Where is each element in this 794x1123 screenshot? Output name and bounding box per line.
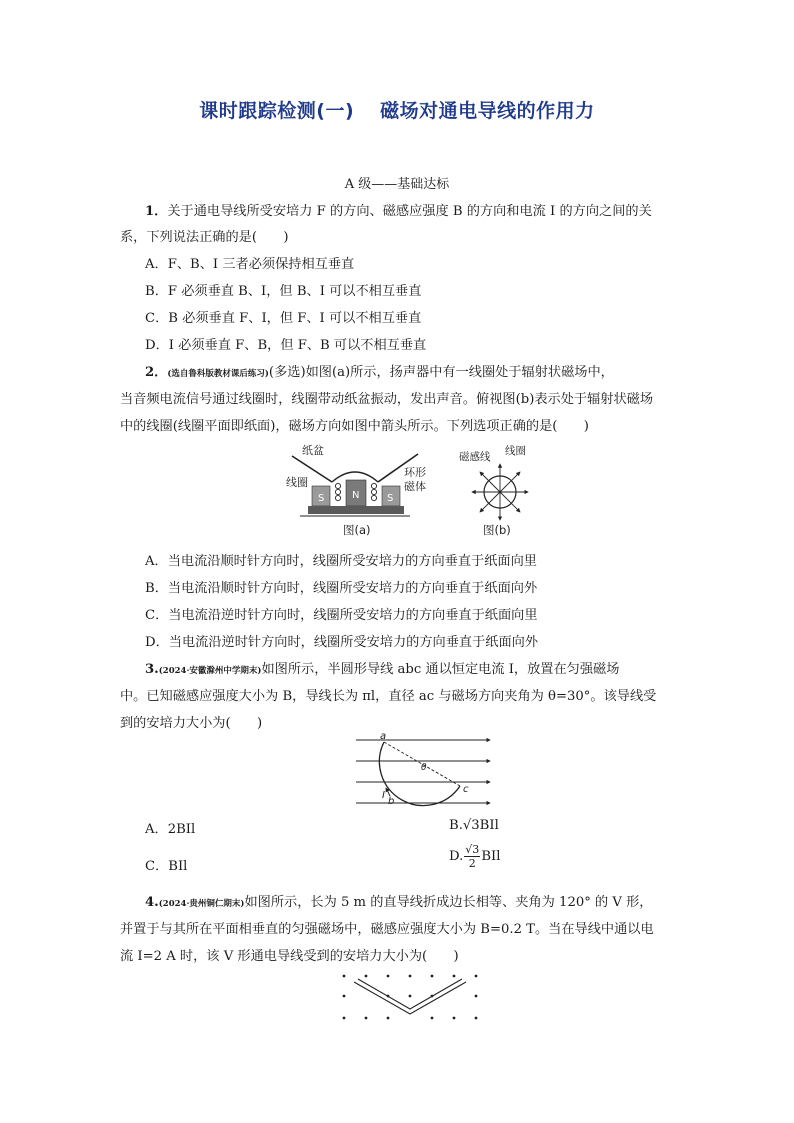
q2-option-a[interactable]: A．当电流沿顺时针方向时，线圈所受安培力的方向垂直于纸面向里: [145, 554, 537, 569]
q2-stem-line2: 当音频电流信号通过线圈时，线圈带动纸盆振动，发出声音。俯视图(b)表示处于辐射状磁场: [120, 392, 654, 407]
q4-source: (2024·贵州铜仁期末): [158, 899, 245, 909]
q3-fig-label-c: c: [463, 784, 469, 795]
fig-b-caption: 图(b): [483, 523, 511, 537]
q3-option-d-fraction: [464, 843, 480, 870]
q2-option-c[interactable]: C．当电流沿逆时针方向时，线圈所受安培力的方向垂直于纸面向里: [145, 608, 538, 623]
q3-stem-line3: 到的安培力大小为( ): [120, 716, 263, 731]
q3-option-d[interactable]: [449, 843, 500, 870]
fig-a-n: N: [352, 490, 360, 501]
q1-stem-line1: [145, 200, 652, 219]
q1-number: 1．: [145, 204, 168, 219]
q3-option-d-prefix: D.: [449, 849, 464, 864]
title-part1: 课时跟踪检测(一): [199, 100, 355, 122]
fig-a-coil-label: 线圈: [286, 476, 308, 489]
q4-figure: [336, 968, 486, 1028]
q4-number: 4.: [145, 895, 159, 910]
q4-stem-line1: [145, 891, 652, 910]
title-part2: 磁场对通电导线的作用力: [380, 100, 595, 122]
q1-stem1: 关于通电导线所受安培力 F 的方向、磁感应强度 B 的方向和电流 I 的方向之间的关: [167, 204, 652, 219]
q2-option-d[interactable]: D．当电流沿逆时针方向时，线圈所受安培力的方向垂直于纸面向外: [145, 635, 539, 650]
q1-option-b[interactable]: B．F 必须垂直 B、I，但 B、I 可以不相互垂直: [145, 284, 422, 299]
fig-a-magnet-label1: 环形: [404, 466, 426, 479]
q1-option-d[interactable]: D．I 必须垂直 F、B，但 F、B 可以不相互垂直: [145, 338, 427, 353]
q3-option-c[interactable]: C．BIl: [145, 859, 188, 874]
q2-stem1: (多选)如图(a)所示，扬声器中有一线圈处于辐射状磁场中，: [268, 365, 614, 380]
q2-figure-b: [455, 440, 545, 540]
q4-stem-line2: 并置于与其所在平面相垂直的匀强磁场中，磁感应强度大小为 B=0.2 T。当在导线中通以电: [120, 922, 654, 937]
q1-stem-line2: 系，下列说法正确的是( ): [120, 230, 289, 245]
q2-stem-line1: [145, 361, 614, 380]
q2-stem-line3: 中的线圈(线圈平面即纸面)，磁场方向如图中箭头所示。下列选项正确的是( ): [120, 419, 589, 434]
q3-option-d-denominator: 2: [468, 857, 476, 870]
q3-stem1: 如图所示，半圆形导线 abc 通以恒定电流 I，放置在匀强磁场: [261, 662, 620, 677]
q3-option-d-suffix: BIl: [481, 849, 501, 864]
q2-number: 2．: [145, 365, 168, 380]
fig-b-field-label: 磁感线: [459, 451, 491, 463]
fig-a-magnet-label2: 磁体: [404, 480, 426, 493]
q4-stem1: 如图所示，长为 5 m 的直导线折成边长相等、夹角为 120° 的 V 形，: [244, 895, 653, 910]
fig-a-s2: S: [387, 493, 394, 504]
q3-fig-label-b: b: [388, 796, 395, 807]
q3-option-d-numerator: √3: [465, 843, 480, 856]
fig-a-s1: S: [318, 493, 325, 504]
fig-b-coil-label: 线圈: [505, 445, 526, 457]
q3-fig-label-a: a: [380, 731, 387, 742]
q1-option-c[interactable]: C．B 必须垂直 F、I，但 F、I 可以不相互垂直: [145, 311, 422, 326]
q3-fig-label-current: I: [382, 790, 385, 801]
q3-number: 3.: [145, 662, 159, 677]
q3-stem-line2: 中。已知磁感应强度大小为 B，导线长为 πl，直径 ac 与磁场方向夹角为 θ=30°。该导线受: [120, 689, 657, 704]
page-title: [0, 96, 794, 123]
fig-a-caption: 图(a): [343, 523, 371, 537]
q3-stem-line1: [145, 658, 619, 677]
section-heading: A 级——基础达标: [344, 177, 450, 192]
q3-source: (2024·安徽滁州中学期末): [158, 666, 262, 676]
q1-option-a[interactable]: A．F、B、I 三者必须保持相互垂直: [145, 257, 355, 272]
q2-option-b[interactable]: B．当电流沿顺时针方向时，线圈所受安培力的方向垂直于纸面向外: [145, 581, 538, 596]
fig-a-cone-label: 纸盆: [302, 444, 324, 457]
q3-fig-label-theta: θ: [421, 763, 427, 773]
q3-figure: [356, 730, 496, 810]
q3-option-b[interactable]: B.√3BIl: [449, 818, 499, 833]
q4-stem-line3: 流 I=2 A 时，该 V 形通电导线受到的安培力大小为( ): [120, 949, 459, 964]
q2-source: (选自鲁科版教材课后练习): [167, 369, 269, 379]
q2-figure-a: [280, 440, 430, 540]
q3-option-a[interactable]: A．2BIl: [145, 822, 196, 837]
